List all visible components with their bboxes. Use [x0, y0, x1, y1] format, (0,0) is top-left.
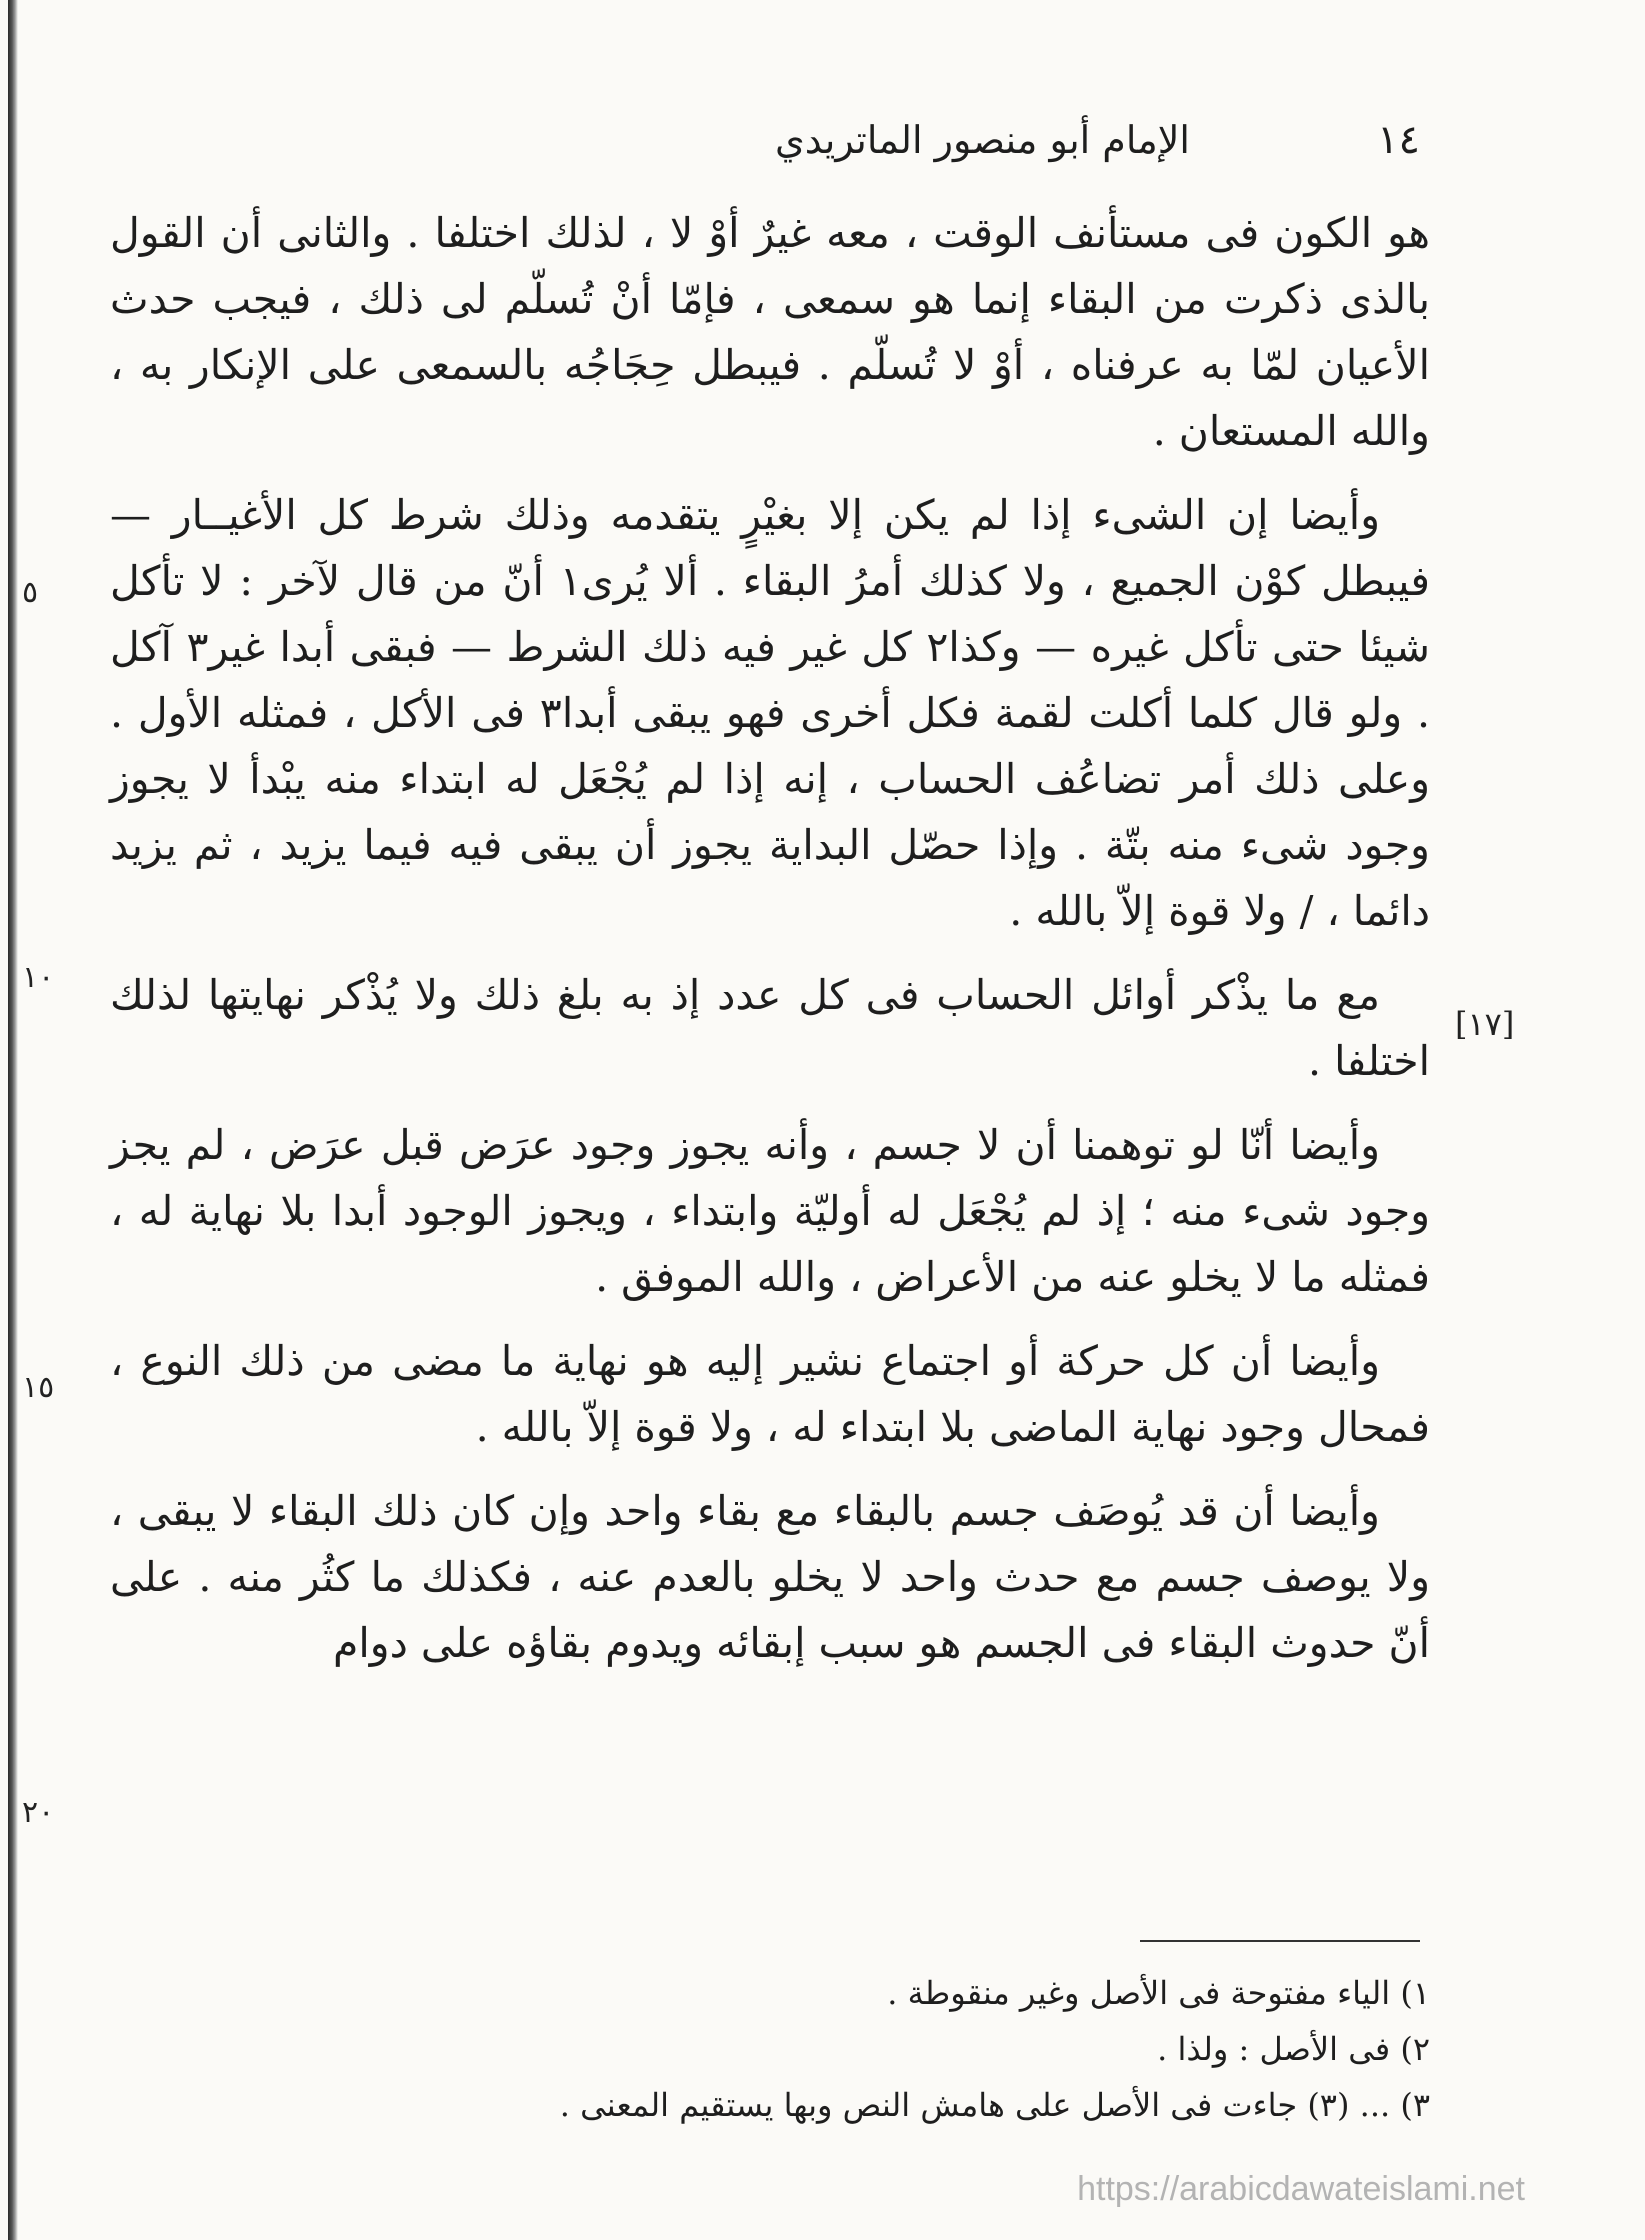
paragraph: مع ما يذْكر أوائل الحساب فى كل عدد إذ به بلغ ذلك ولا يُذْكر نهايتها لذلك اختلفا . [110, 971, 1430, 1085]
page-number: ١٤ [1377, 117, 1420, 163]
page-header [100, 110, 1420, 170]
running-title: الإمام أبو منصور الماتريدي [775, 118, 1190, 162]
footnotes [110, 1965, 1430, 2133]
paragraph: هو الكون فى مستأنف الوقت ، معه غيرٌ أوْ لا ، لذلك اختلفا . والثانى أن القول بالذى ذكرت من البقاء إنما هو سمعى ، فإمّا أنْ تُسلّم لى ذلك ، فيجب حدث الأعيان لمّا به عرفناه ، أوْ لا تُسلّم . فيبطل حِجَاجُه بالسمعى على الإنكار به ، والله المستعان . [110, 209, 1430, 455]
line-number-5: ٥ [22, 575, 39, 610]
watermark-url: https://arabicdawateislami.net [1077, 2170, 1525, 2208]
paragraph: وأيضا أنّا لو توهمنا أن لا جسم ، وأنه يجوز وجود عرَض قبل عرَض ، لم يجز وجود شىء منه ؛ إذ لم يُجْعَل له أوليّة وابتداء ، ويجوز الوجود أبدا بلا نهاية له ، فمثله ما لا يخلو عنه من الأعراض ، والله الموفق . [110, 1121, 1430, 1301]
footnote: ١) الياء مفتوحة فى الأصل وغير منقوطة . [887, 1974, 1430, 2012]
footnote: ٢) فى الأصل : ولذا . [1157, 2030, 1430, 2068]
main-text [110, 200, 1430, 1676]
folio-marker: [١٧] [1455, 1005, 1515, 1043]
footnote-divider [1140, 1940, 1420, 1942]
line-number-10: ١٠ [22, 960, 55, 995]
paragraph: وأيضا إن الشىء إذا لم يكن إلا بغيْرٍ يتقدمه وذلك شرط كل الأغيــار — فيبطل كوْن الجميع ، ولا كذلك أمرُ البقاء . ألا يُرى١ أنّ من قال لآخر : لا تأكل شيئا حتى تأكل غيره — وكذا٢ كل غير فيه ذلك الشرط — فبقى أبدا غير٣ آكل . ولو قال كلما أكلت لقمة فكل أخرى فهو يبقى أبدا٣ فى الأكل ، فمثله الأول . وعلى ذلك أمر تضاعُف الحساب ، إنه إذا لم يُجْعَل له ابتداء منه يبْدأ لا يجوز وجود شىء منه بتّة . وإذا حصّل البداية يجوز أن يبقى فيه فيما يزيد ، ثم يزيد دائما ، / ولا قوة إلاّ بالله . [110, 491, 1430, 935]
paragraph: وأيضا أن قد يُوصَف جسم بالبقاء مع بقاء واحد وإن كان ذلك البقاء لا يبقى ، ولا يوصف جسم مع حدث واحد لا يخلو بالعدم عنه ، فكذلك ما كثُر منه . على أنّ حدوث البقاء فى الجسم هو سبب إبقائه ويدوم بقاؤه على دوام [110, 1487, 1430, 1667]
line-number-15: ١٥ [22, 1370, 55, 1405]
line-number-20: ٢٠ [22, 1795, 55, 1830]
footnote: ٣) ... (٣) جاءت فى الأصل على هامش النص وبها يستقيم المعنى . [559, 2086, 1430, 2124]
paragraph: وأيضا أن كل حركة أو اجتماع نشير إليه هو نهاية ما مضى من ذلك النوع ، فمحال وجود نهاية الماضى بلا ابتداء له ، ولا قوة إلاّ بالله . [110, 1337, 1430, 1451]
